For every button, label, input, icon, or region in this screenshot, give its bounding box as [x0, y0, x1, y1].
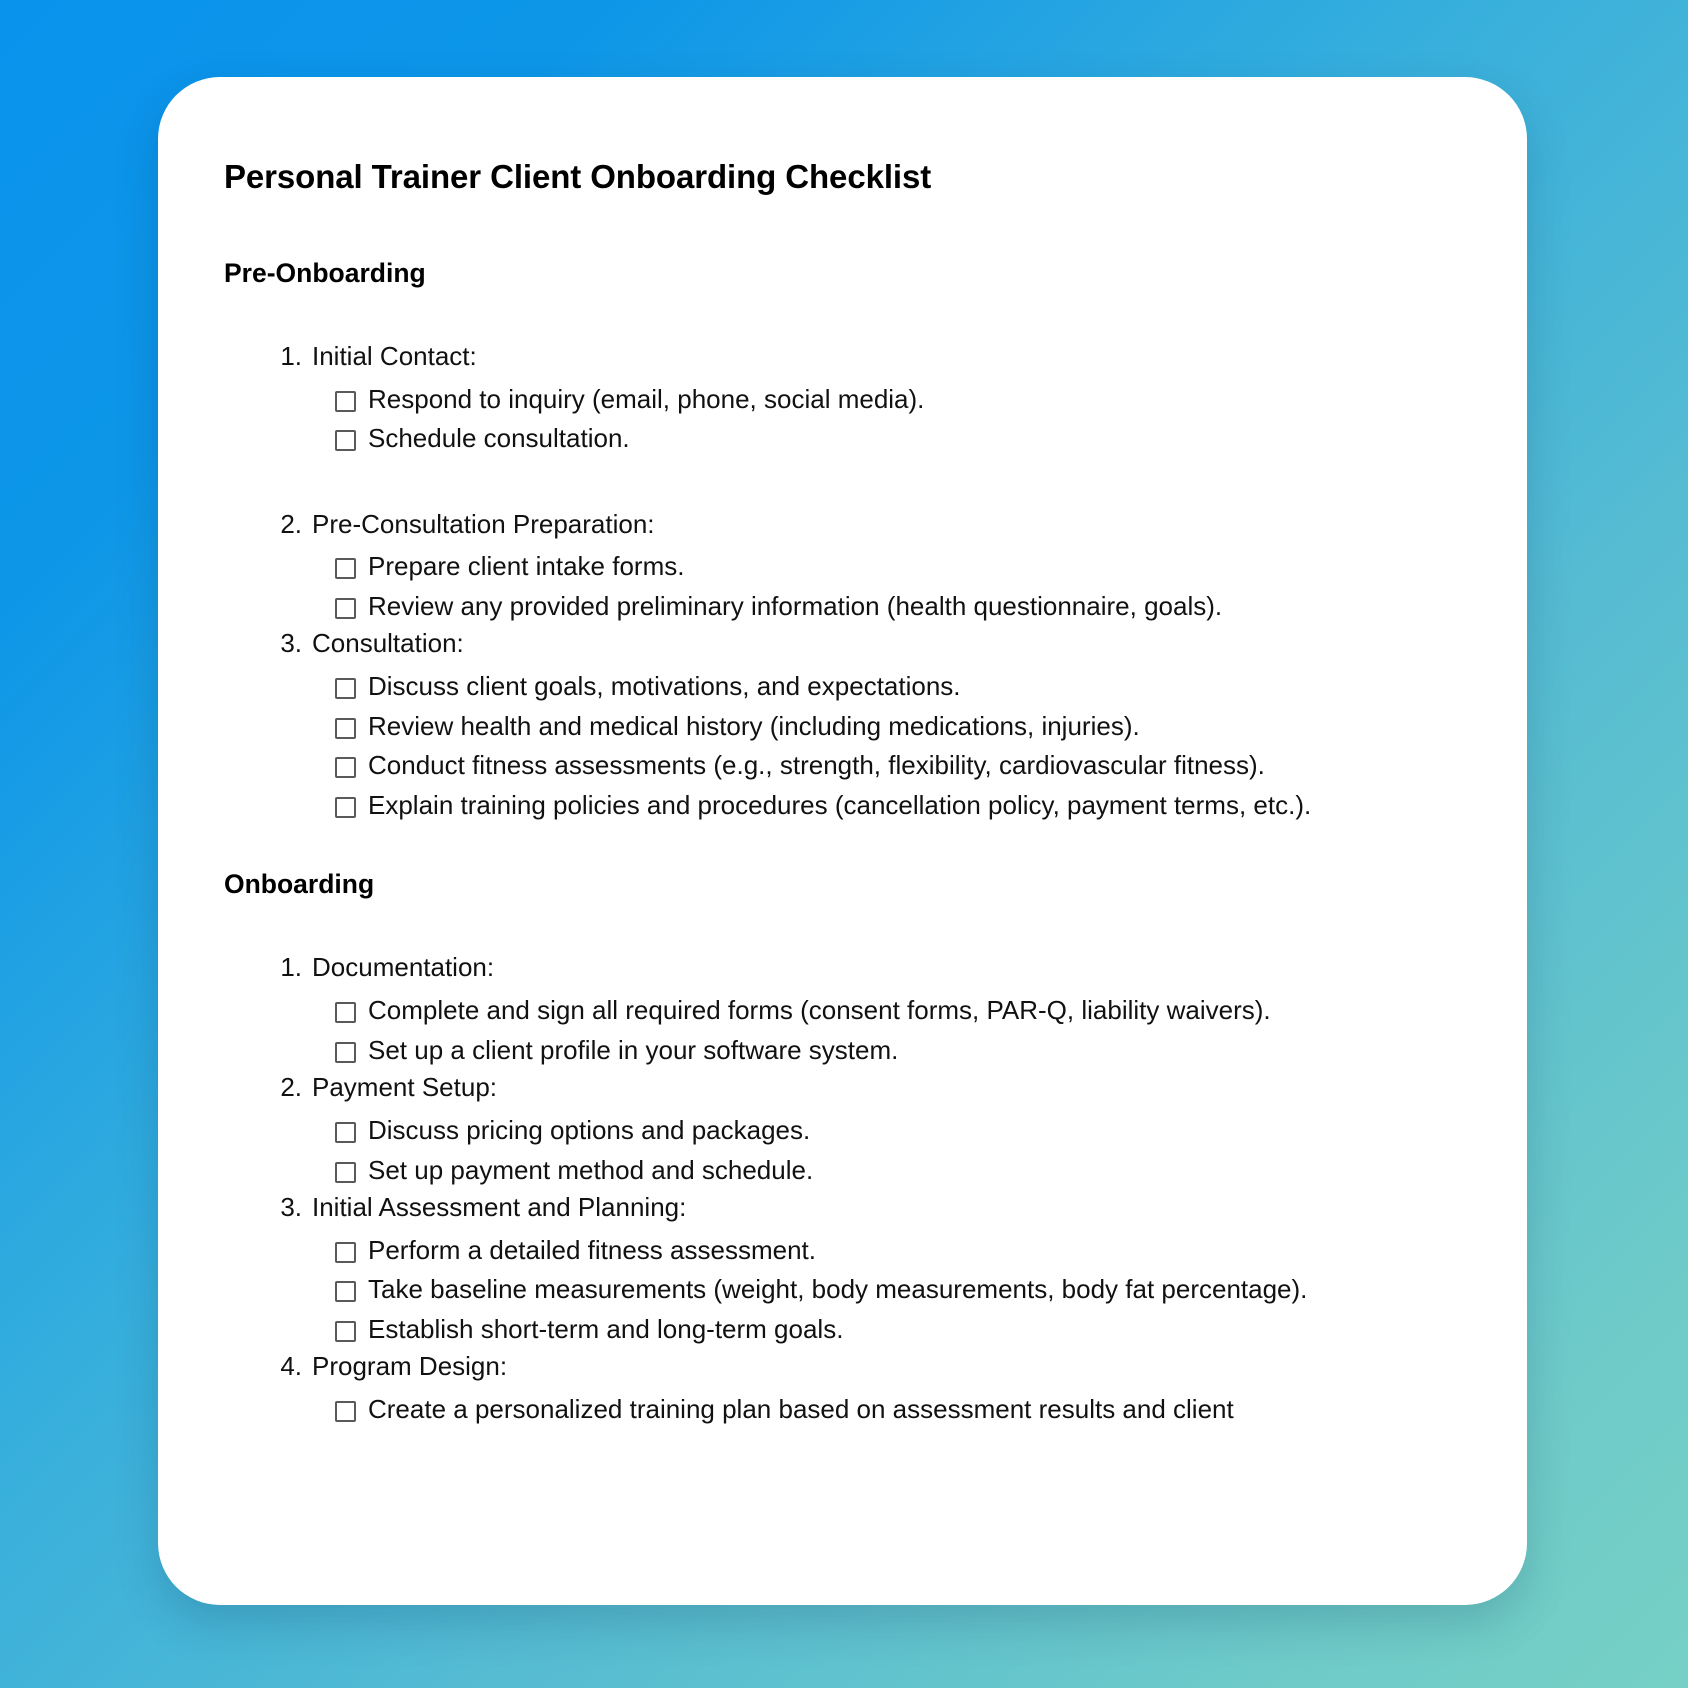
- step-label: Initial Assessment and Planning:: [312, 1192, 687, 1222]
- checkbox-icon[interactable]: [335, 797, 356, 818]
- checklist-item[interactable]: [312, 547, 1457, 585]
- checkbox-icon[interactable]: [335, 1401, 356, 1422]
- list-item: [224, 338, 1457, 458]
- checkbox-icon[interactable]: [335, 678, 356, 699]
- checklist-item-label: Discuss pricing options and packages.: [368, 1115, 811, 1146]
- checklist-item-label: Review any provided preliminary information (health questionnaire, goals).: [368, 590, 1223, 621]
- checklist-item[interactable]: [312, 1310, 1457, 1348]
- checklist-item[interactable]: [312, 786, 1457, 824]
- checklist: [312, 1390, 1457, 1428]
- document-card: [158, 77, 1527, 1605]
- checklist-item-label: Set up a client profile in your software system.: [368, 1034, 899, 1065]
- list-item: [224, 1348, 1457, 1428]
- checkbox-icon[interactable]: [335, 757, 356, 778]
- checkbox-icon[interactable]: [335, 1162, 356, 1183]
- list-item: [224, 949, 1457, 1069]
- checklist-item-label: Set up payment method and schedule.: [368, 1154, 814, 1185]
- page-title: Personal Trainer Client Onboarding Checklist: [224, 158, 932, 195]
- checklist-item-label: Review health and medical history (including medications, injuries).: [368, 710, 1140, 741]
- checklist: [312, 667, 1457, 824]
- checklist: [312, 380, 1457, 458]
- step-list-onboarding: [224, 949, 1457, 1428]
- checklist-item[interactable]: [312, 1031, 1457, 1069]
- checkbox-icon[interactable]: [335, 1002, 356, 1023]
- step-label: Program Design:: [312, 1351, 508, 1382]
- step-number: 3.: [280, 628, 302, 659]
- step-label: Consultation:: [312, 628, 464, 659]
- list-item: [224, 1189, 1457, 1348]
- checklist-item-label: Respond to inquiry (email, phone, social media).: [368, 383, 925, 414]
- checklist: [312, 991, 1457, 1069]
- step-number: 2.: [280, 1072, 302, 1103]
- checklist-item-label: Create a personalized training plan based on assessment results and client: [368, 1394, 1234, 1425]
- checkbox-icon[interactable]: [335, 1321, 356, 1342]
- section-heading-pre-onboarding: Pre-Onboarding: [224, 257, 426, 288]
- checkbox-icon[interactable]: [335, 718, 356, 739]
- checklist: [312, 1111, 1457, 1189]
- checklist-item-label: Discuss client goals, motivations, and expectations.: [368, 671, 961, 702]
- checklist-item[interactable]: [312, 991, 1457, 1029]
- checkbox-icon[interactable]: [335, 1242, 356, 1263]
- step-number: 2.: [280, 508, 302, 539]
- step-number: 1.: [280, 952, 302, 983]
- checkbox-icon[interactable]: [335, 1122, 356, 1143]
- checklist: [312, 1231, 1457, 1348]
- checklist-item[interactable]: [312, 1390, 1457, 1428]
- list-item: [224, 625, 1457, 824]
- checklist-item-label: Explain training policies and procedures (cancellation policy, payment terms, etc.).: [368, 789, 1312, 820]
- checklist-item[interactable]: [312, 587, 1457, 625]
- checklist-item[interactable]: [312, 1270, 1457, 1308]
- checklist-item-label: Prepare client intake forms.: [368, 551, 685, 582]
- step-number: 3.: [280, 1192, 302, 1222]
- checklist-item[interactable]: [312, 1111, 1457, 1149]
- checklist: [312, 547, 1457, 625]
- checklist-item[interactable]: [312, 1151, 1457, 1189]
- section-heading-onboarding: Onboarding: [224, 869, 375, 900]
- checklist-item-label: Establish short-term and long-term goals.: [368, 1313, 844, 1344]
- checklist-item[interactable]: [312, 707, 1457, 745]
- checkbox-icon[interactable]: [335, 558, 356, 579]
- checklist-item[interactable]: [312, 746, 1457, 784]
- checkbox-icon[interactable]: [335, 1281, 356, 1302]
- checklist-item-label: Take baseline measurements (weight, body measurements, body fat percentage).: [368, 1274, 1308, 1305]
- list-item: [224, 1069, 1457, 1189]
- checklist-item-label: Perform a detailed fitness assessment.: [368, 1234, 816, 1265]
- list-item: [224, 506, 1457, 626]
- step-list-pre-onboarding: [224, 338, 1457, 824]
- checklist-item[interactable]: [312, 380, 1457, 418]
- checkbox-icon[interactable]: [335, 1042, 356, 1063]
- step-label: Pre-Consultation Preparation:: [312, 508, 655, 539]
- step-number: 4.: [280, 1351, 302, 1382]
- checklist-item-label: Schedule consultation.: [368, 423, 630, 454]
- step-label: Documentation:: [312, 952, 495, 983]
- checklist-item[interactable]: [312, 419, 1457, 457]
- checklist-item[interactable]: [312, 667, 1457, 705]
- step-number: 1.: [280, 340, 302, 371]
- checklist-item-label: Conduct fitness assessments (e.g., strength, flexibility, cardiovascular fitness).: [368, 750, 1265, 781]
- checkbox-icon[interactable]: [335, 391, 356, 412]
- checklist-item-label: Complete and sign all required forms (consent forms, PAR-Q, liability waivers).: [368, 995, 1271, 1026]
- checkbox-icon[interactable]: [335, 598, 356, 619]
- document-body: [158, 77, 1527, 1429]
- step-label: Initial Contact:: [312, 340, 477, 371]
- checklist-item[interactable]: [312, 1231, 1457, 1269]
- checkbox-icon[interactable]: [335, 430, 356, 451]
- step-label: Payment Setup:: [312, 1072, 497, 1103]
